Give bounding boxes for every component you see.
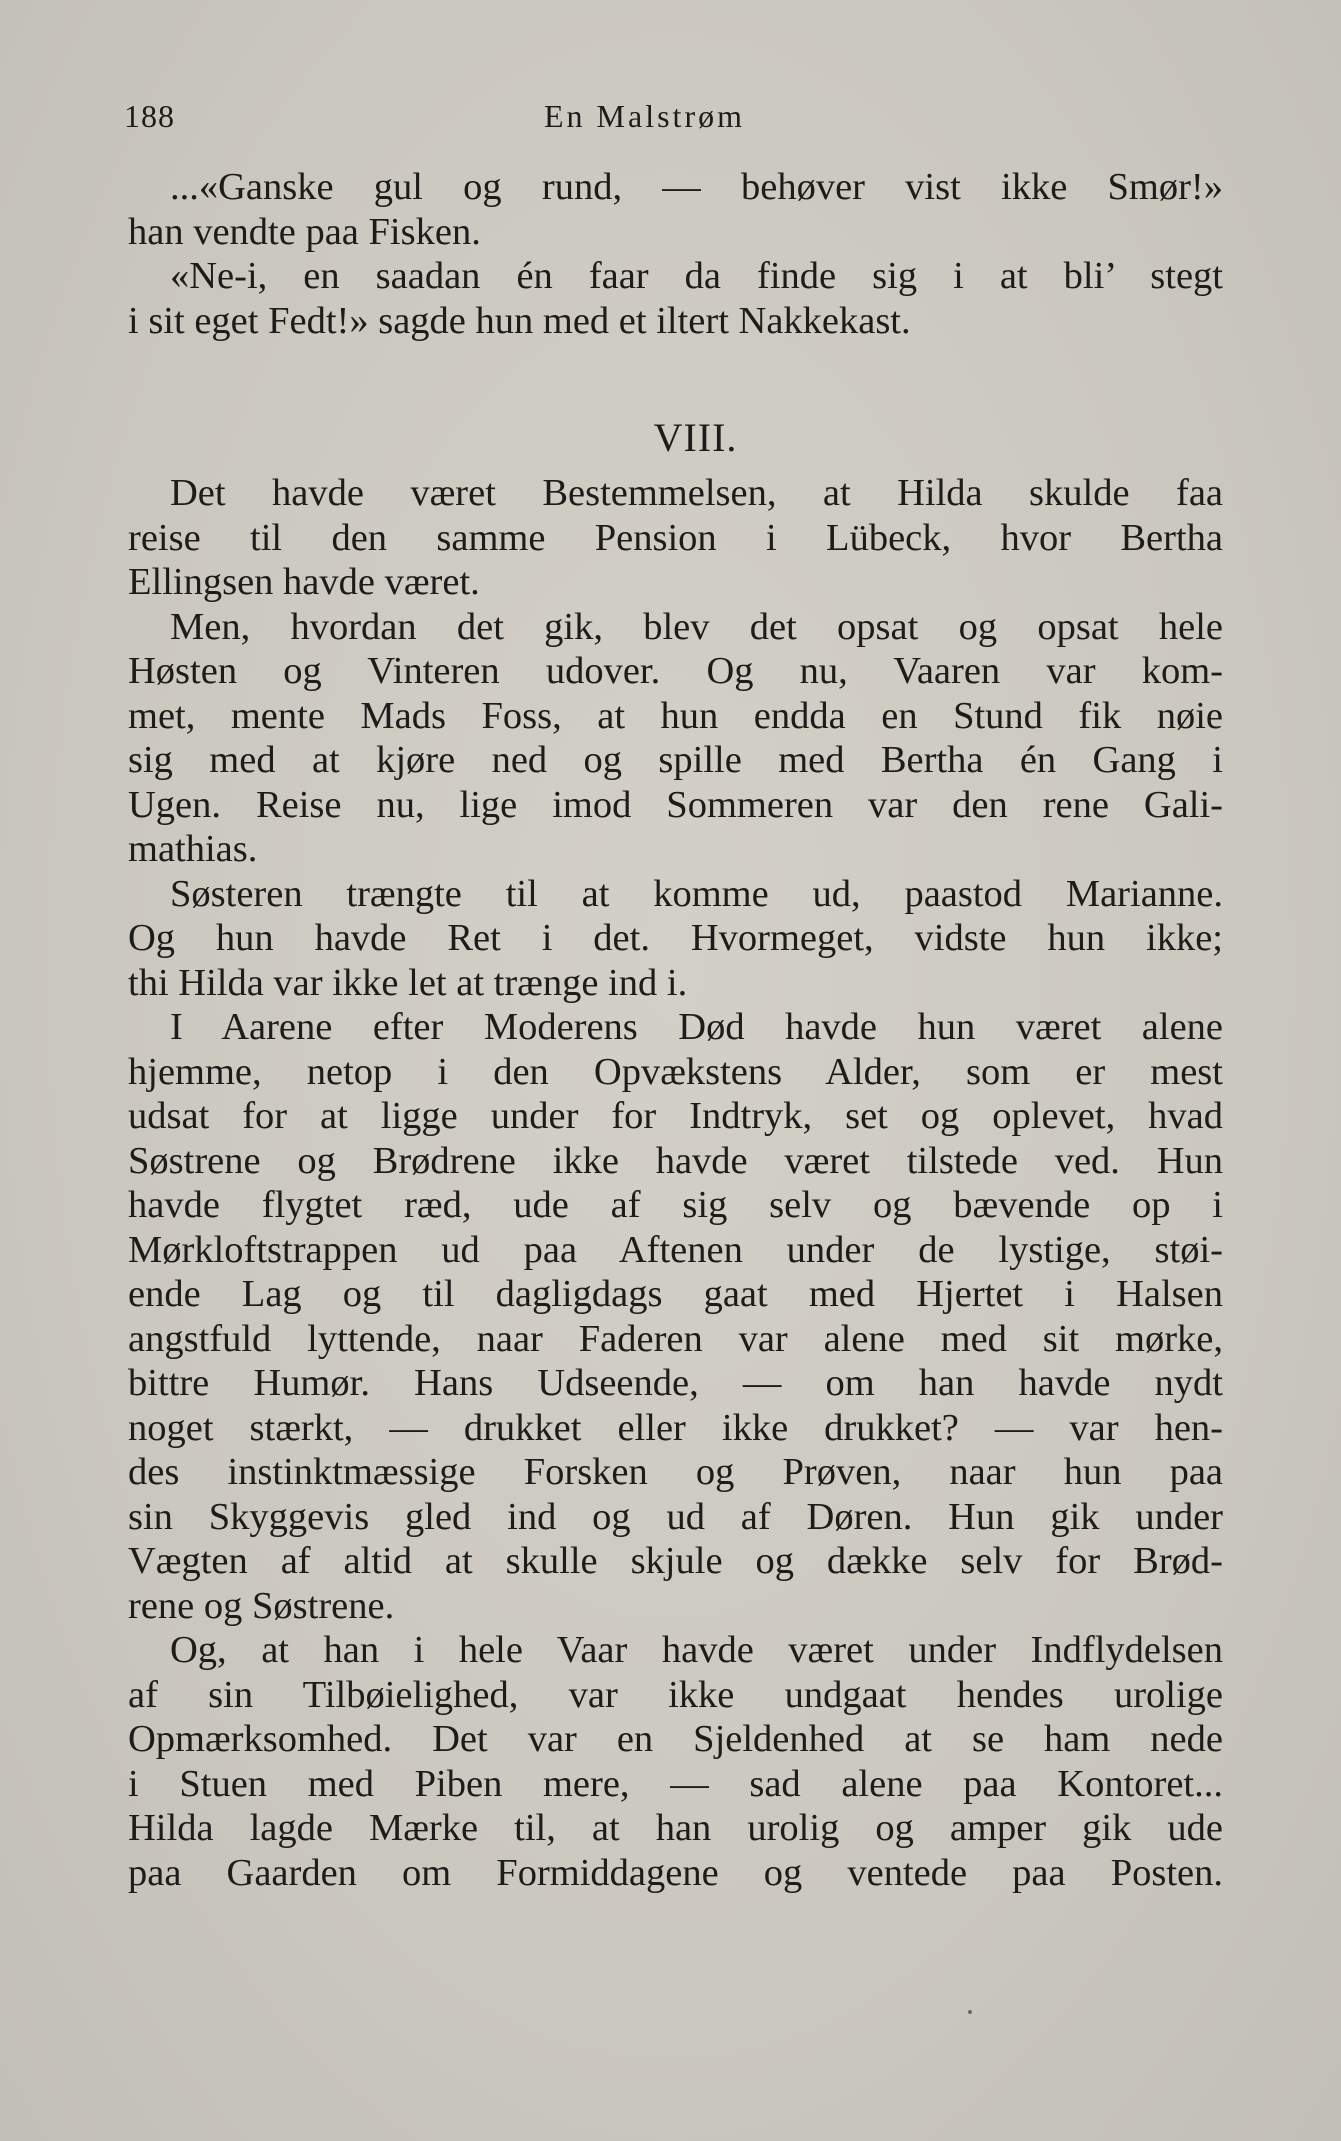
text-block bbox=[128, 165, 1223, 1895]
text-line: Hilda lagde Mærke til, at han urolig og amper gik ude bbox=[128, 1807, 1223, 1849]
text-line: ende Lag og til dagligdags gaat med Hjertet i Halsen bbox=[128, 1273, 1223, 1315]
text-line: i Stuen med Piben mere, — sad alene paa Kontoret... bbox=[128, 1762, 1223, 1805]
chapter-heading: VIII. bbox=[653, 415, 738, 460]
text-line: sig med at kjøre ned og spille med Bertha én Gang i bbox=[128, 739, 1223, 781]
text-line: met, mente Mads Foss, at hun endda en Stund fik nøie bbox=[128, 694, 1223, 737]
text-line: Det havde været Bestemmelsen, at Hilda skulde faa bbox=[170, 472, 1223, 514]
text-line: i sit eget Fedt!» sagde hun med et iltert Nakkekast. bbox=[128, 299, 911, 342]
text-line: Vægten af altid at skulle skjule og dække selv for Brød- bbox=[128, 1540, 1223, 1582]
book-title: En Malstrøm bbox=[544, 98, 745, 134]
text-line: bittre Humør. Hans Udseende, — om han havde nydt bbox=[128, 1362, 1223, 1404]
text-line: Ellingsen havde været. bbox=[128, 561, 480, 603]
paper-speck bbox=[968, 2010, 972, 2014]
text-line: des instinktmæssige Forsken og Prøven, naar hun paa bbox=[128, 1451, 1223, 1493]
running-head bbox=[124, 98, 1224, 142]
text-line: Opmærksomhed. Det var en Sjeldenhed at se ham nede bbox=[128, 1718, 1223, 1760]
text-line: Og hun havde Ret i det. Hvormeget, vidste hun ikke; bbox=[128, 917, 1223, 959]
text-line: han vendte paa Fisken. bbox=[128, 210, 481, 253]
text-line: Søstrene og Brødrene ikke havde været tilstede ved. Hun bbox=[128, 1139, 1223, 1182]
text-line: mathias. bbox=[128, 828, 258, 870]
text-line: Høsten og Vinteren udover. Og nu, Vaaren var kom- bbox=[128, 650, 1223, 692]
page-number: 188 bbox=[124, 98, 175, 134]
dialogue-section bbox=[128, 165, 1223, 343]
text-line: ...«Ganske gul og rund, — behøver vist ikke Smør!» bbox=[170, 166, 1223, 208]
text-line: reise til den samme Pension i Lübeck, hvor Bertha bbox=[128, 516, 1223, 559]
text-line: Og, at han i hele Vaar havde været under Indflydelsen bbox=[170, 1629, 1223, 1671]
text-line: «Ne-i, en saadan én faar da finde sig i at bli’ stegt bbox=[170, 255, 1223, 297]
text-line: Søsteren trængte til at komme ud, paastod Marianne. bbox=[170, 872, 1223, 915]
text-line: udsat for at ligge under for Indtryk, set og oplevet, hvad bbox=[128, 1095, 1223, 1137]
text-line: angstfuld lyttende, naar Faderen var alene med sit mørke, bbox=[128, 1317, 1223, 1360]
text-line: thi Hilda var ikke let at trænge ind i. bbox=[128, 961, 688, 1004]
text-line: rene og Søstrene. bbox=[128, 1584, 395, 1627]
text-line: Men, hvordan det gik, blev det opsat og opsat hele bbox=[170, 605, 1223, 648]
text-line: sin Skyggevis gled ind og ud af Døren. Hun gik under bbox=[128, 1495, 1223, 1538]
text-line: af sin Tilbøielighed, var ikke undgaat hendes urolige bbox=[128, 1673, 1223, 1716]
chapter-body bbox=[128, 471, 1223, 1895]
text-line: havde flygtet ræd, ude af sig selv og bævende op i bbox=[128, 1184, 1223, 1226]
text-line: Ugen. Reise nu, lige imod Sommeren var den rene Gali- bbox=[128, 783, 1223, 826]
section-gap bbox=[128, 343, 1223, 405]
text-line: Mørkloftstrappen ud paa Aftenen under de lystige, støi- bbox=[128, 1228, 1223, 1271]
text-line: I Aarene efter Moderens Død havde hun været alene bbox=[170, 1006, 1223, 1048]
text-line: noget stærkt, — drukket eller ikke drukket? — var hen- bbox=[128, 1406, 1223, 1449]
text-line: hjemme, netop i den Opvækstens Alder, som er mest bbox=[128, 1050, 1223, 1093]
text-line: paa Gaarden om Formiddagene og ventede paa Posten. bbox=[128, 1851, 1223, 1894]
